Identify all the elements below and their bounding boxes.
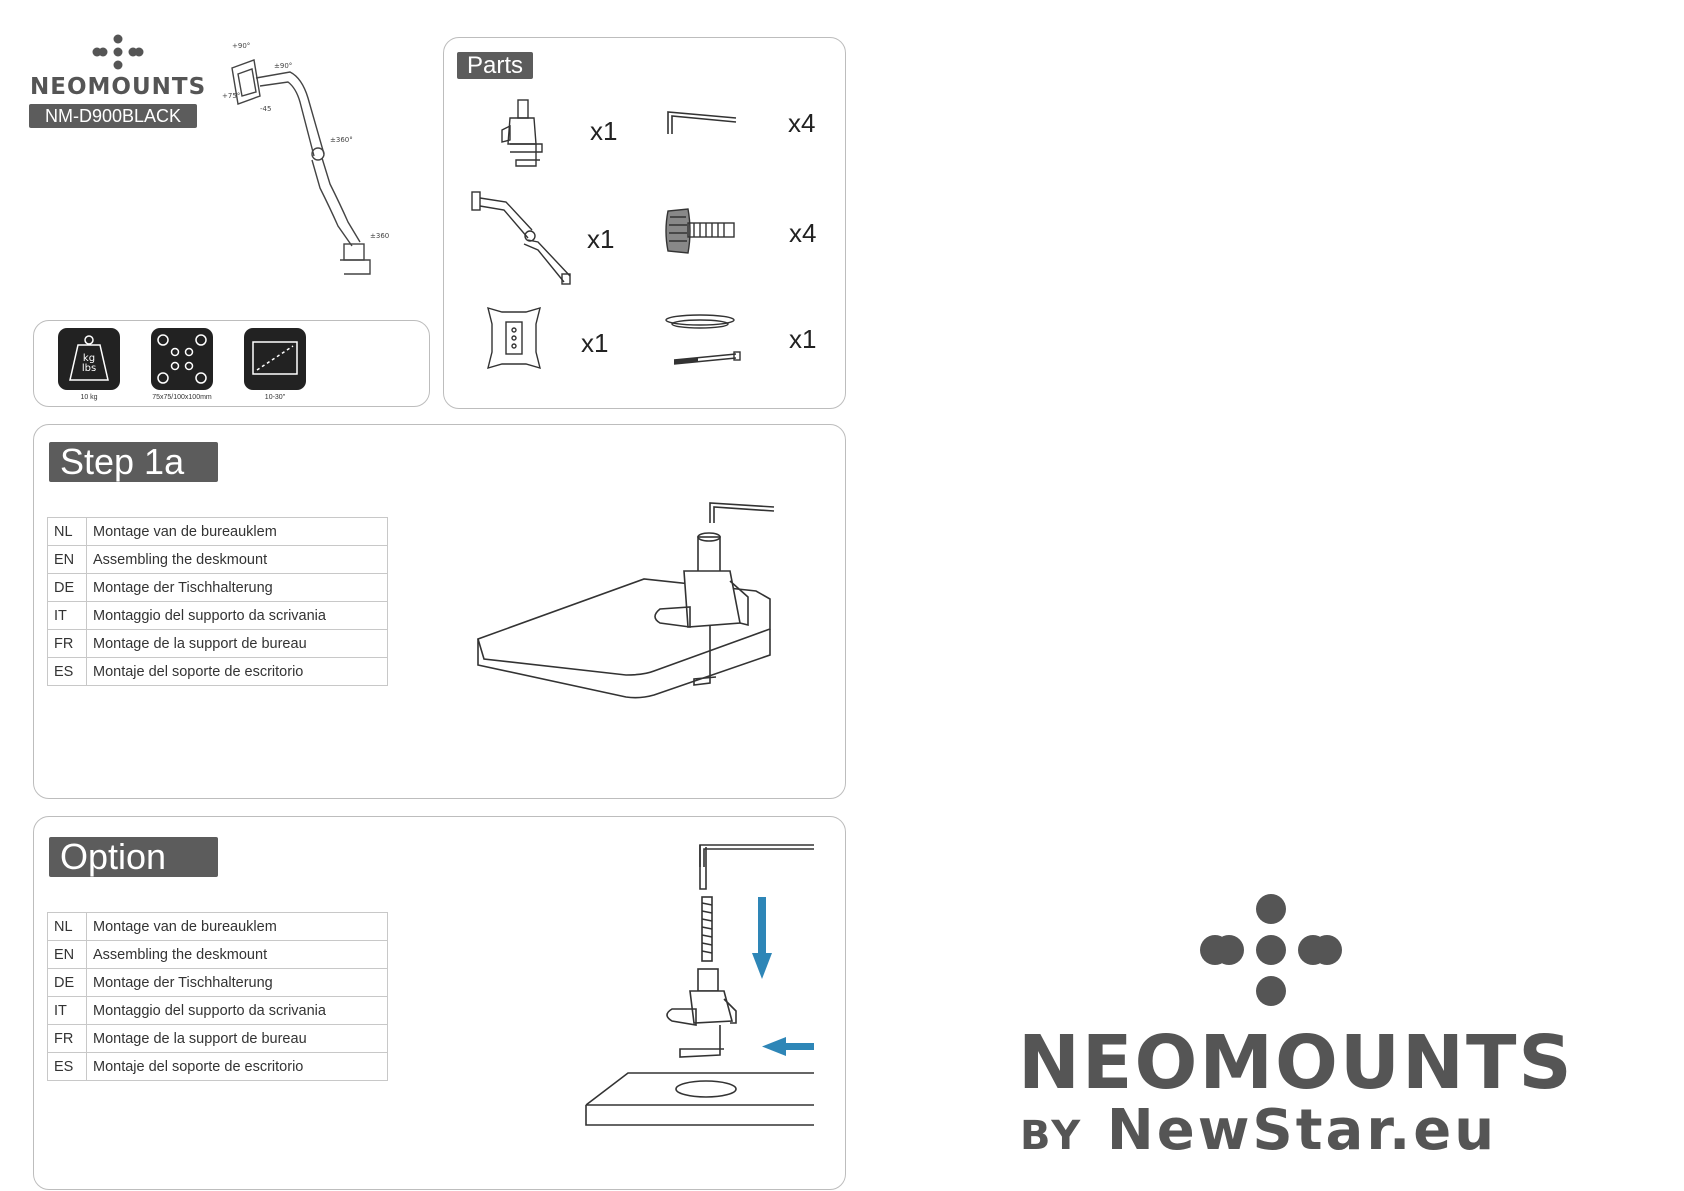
vesa-caption: 75x75/100x100mm bbox=[152, 394, 212, 401]
arm-label: +75° bbox=[222, 92, 241, 100]
instruction-text: Montaggio del supporto da scrivania bbox=[87, 997, 388, 1025]
part-quantity: x4 bbox=[788, 108, 816, 138]
option-title: Option bbox=[49, 837, 218, 877]
table-row bbox=[48, 546, 388, 574]
arm-label: ±360 bbox=[370, 232, 390, 240]
table-row bbox=[48, 913, 388, 941]
arm-part-icon bbox=[466, 188, 576, 288]
footer-brand-name: NEOMOUNTS bbox=[1018, 1020, 1574, 1106]
arm-label: -45 bbox=[260, 105, 272, 113]
language-code: DE bbox=[48, 969, 87, 997]
instruction-text: Montaggio del supporto da scrivania bbox=[87, 602, 388, 630]
language-code: NL bbox=[48, 518, 87, 546]
language-code: EN bbox=[48, 546, 87, 574]
parts-panel bbox=[443, 37, 846, 409]
allen-key-part-icon bbox=[662, 106, 742, 142]
table-row bbox=[48, 518, 388, 546]
step1a-language-table bbox=[47, 517, 388, 686]
monitor-arm-illustration bbox=[212, 38, 402, 288]
screen-size-icon bbox=[244, 328, 306, 390]
thumb-screw-part-icon bbox=[662, 201, 742, 261]
brand-block bbox=[30, 34, 210, 134]
part-quantity: x1 bbox=[581, 328, 609, 358]
vesa-pattern-icon bbox=[151, 328, 213, 390]
language-code: ES bbox=[48, 658, 87, 686]
instruction-text: Montaje del soporte de escritorio bbox=[87, 1053, 388, 1081]
instruction-text: Assembling the deskmount bbox=[87, 546, 388, 574]
neomounts-logo-icon bbox=[88, 34, 148, 70]
instruction-text: Montage de la support de bureau bbox=[87, 1025, 388, 1053]
arm-label: ±90° bbox=[274, 62, 293, 70]
weight-unit-kg: kg bbox=[82, 353, 96, 364]
table-row bbox=[48, 1025, 388, 1053]
weight-icon bbox=[58, 328, 120, 390]
step1a-panel bbox=[33, 424, 846, 799]
table-row bbox=[48, 658, 388, 686]
footer-tagline bbox=[1020, 1098, 1540, 1163]
language-code: FR bbox=[48, 1025, 87, 1053]
instruction-text: Montaje del soporte de escritorio bbox=[87, 658, 388, 686]
table-row bbox=[48, 969, 388, 997]
vesa-plate-part-icon bbox=[482, 302, 546, 374]
footer-site: NewStar.eu bbox=[1106, 1098, 1498, 1163]
language-code: FR bbox=[48, 630, 87, 658]
part-quantity: x1 bbox=[587, 224, 615, 254]
language-code: IT bbox=[48, 997, 87, 1025]
grommet-mount-illustration bbox=[524, 843, 814, 1163]
grommet-bolt-part-icon bbox=[662, 310, 752, 370]
table-row bbox=[48, 574, 388, 602]
table-row bbox=[48, 630, 388, 658]
weight-unit-lbs: lbs bbox=[81, 363, 97, 374]
screen-size-caption: 10-30" bbox=[264, 394, 286, 401]
language-code: DE bbox=[48, 574, 87, 602]
parts-title: Parts bbox=[457, 52, 533, 79]
table-row bbox=[48, 941, 388, 969]
part-quantity: x4 bbox=[789, 218, 817, 248]
step-title: Step 1a bbox=[49, 442, 218, 482]
instruction-text: Montage der Tischhalterung bbox=[87, 574, 388, 602]
language-code: ES bbox=[48, 1053, 87, 1081]
table-row bbox=[48, 602, 388, 630]
footer-by: BY bbox=[1020, 1113, 1084, 1159]
instruction-text: Montage der Tischhalterung bbox=[87, 969, 388, 997]
language-code: IT bbox=[48, 602, 87, 630]
weight-caption: 10 kg bbox=[80, 394, 98, 401]
arm-label: +90° bbox=[232, 42, 251, 50]
specs-panel bbox=[33, 320, 430, 407]
brand-name: NEOMOUNTS bbox=[30, 74, 207, 100]
instruction-text: Montage de la support de bureau bbox=[87, 630, 388, 658]
desk-clamp-part-icon bbox=[496, 96, 556, 176]
language-code: NL bbox=[48, 913, 87, 941]
neomounts-large-logo-icon bbox=[1195, 894, 1345, 1006]
part-quantity: x1 bbox=[789, 324, 817, 354]
option-language-table bbox=[47, 912, 388, 1081]
language-code: EN bbox=[48, 941, 87, 969]
instruction-text: Assembling the deskmount bbox=[87, 941, 388, 969]
table-row bbox=[48, 1053, 388, 1081]
option-panel bbox=[33, 816, 846, 1190]
instruction-text: Montage van de bureauklem bbox=[87, 913, 388, 941]
desk-clamp-illustration bbox=[474, 491, 804, 723]
part-quantity: x1 bbox=[590, 116, 618, 146]
arm-label: ±360° bbox=[330, 136, 353, 144]
table-row bbox=[48, 997, 388, 1025]
model-label: NM-D900BLACK bbox=[29, 104, 197, 128]
instruction-text: Montage van de bureauklem bbox=[87, 518, 388, 546]
